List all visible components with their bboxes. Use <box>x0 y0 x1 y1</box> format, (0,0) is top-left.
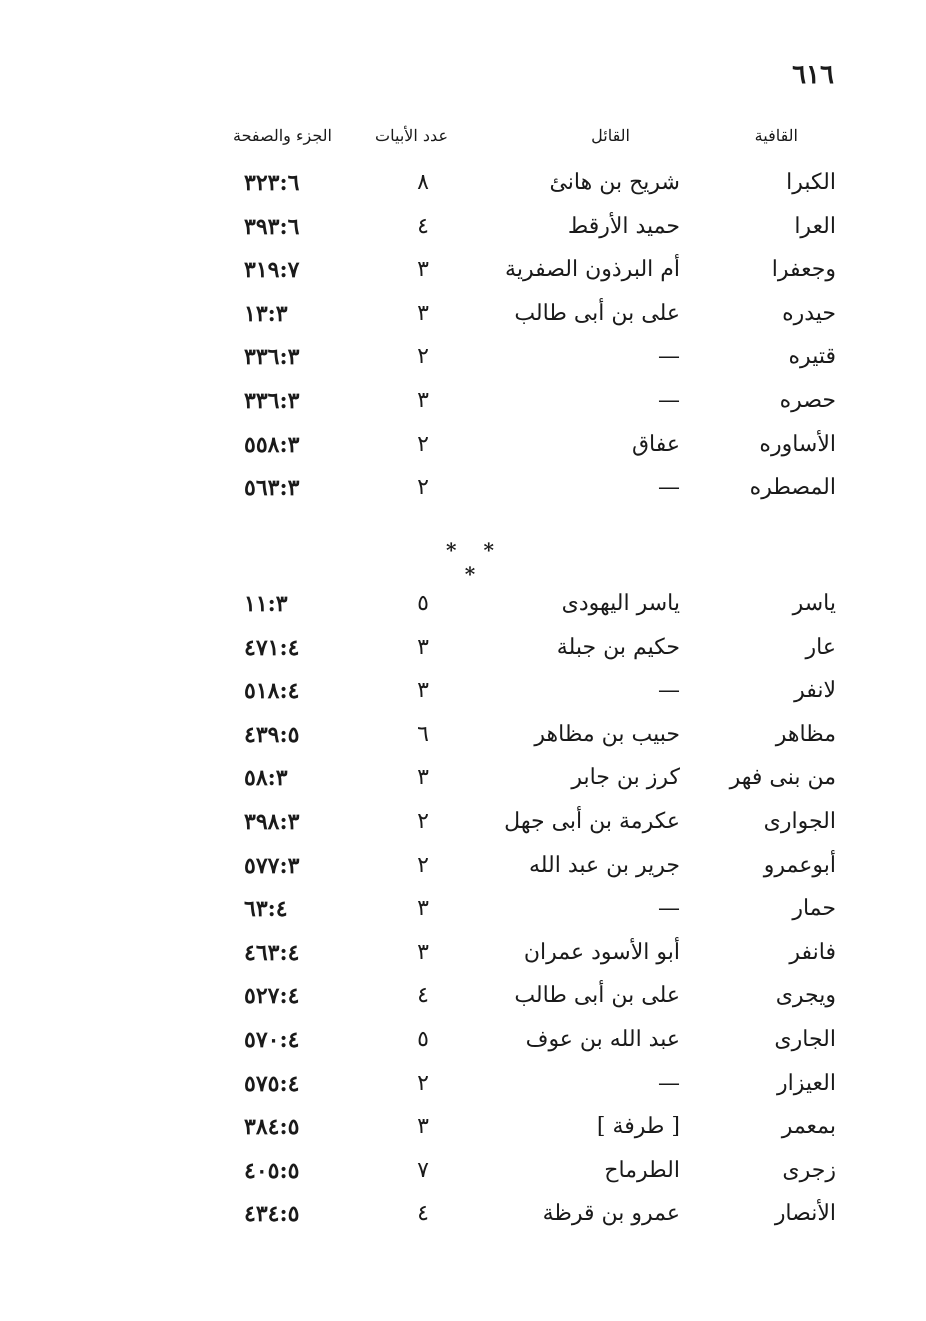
count-cell: ٨ <box>417 170 429 195</box>
table-row <box>0 803 926 847</box>
section-1-table <box>0 164 926 513</box>
qafiya-cell: الجارى <box>774 1026 836 1052</box>
table-row <box>0 426 926 470</box>
table-row <box>0 251 926 295</box>
table-row <box>0 934 926 978</box>
qail-cell: أم البرذون الصفرية <box>505 257 680 283</box>
qafiya-cell: زجرى <box>782 1157 836 1183</box>
qafiya-cell: المصطره <box>749 475 836 501</box>
count-cell: ٦ <box>417 721 429 747</box>
qafiya-cell: وجعفرا <box>771 257 836 283</box>
qafiya-cell: حمار <box>792 896 836 922</box>
table-row <box>0 164 926 208</box>
qail-cell: — <box>658 344 680 370</box>
reference-cell: ٣٨٤:٥ <box>244 1114 300 1141</box>
qafiya-cell: الكبرا <box>786 170 836 195</box>
reference-cell: ٥٧٧:٣ <box>244 852 300 879</box>
reference-cell: ٣٢٣:٦ <box>244 170 300 196</box>
count-cell: ٢ <box>417 344 429 370</box>
table-row <box>0 847 926 891</box>
count-cell: ٣ <box>417 257 429 283</box>
reference-cell: ١١:٣ <box>244 591 288 617</box>
qafiya-cell: مظاهر <box>775 721 836 747</box>
table-row <box>0 759 926 803</box>
table-row <box>0 1021 926 1065</box>
reference-cell: ٤٧١:٤ <box>244 634 300 661</box>
count-cell: ٢ <box>417 475 429 501</box>
qafiya-cell: حصره <box>779 387 836 413</box>
section-2-table <box>0 585 926 1239</box>
count-cell: ٥ <box>417 591 429 616</box>
qail-cell: — <box>658 678 680 704</box>
count-cell: ٢ <box>417 808 429 834</box>
section-separator: * * * <box>446 538 504 586</box>
qafiya-cell: العيزار <box>777 1070 836 1096</box>
reference-cell: ٥١٨:٤ <box>244 678 300 705</box>
reference-cell: ٥٥٨:٣ <box>244 431 300 458</box>
count-cell: ٢ <box>417 1070 429 1096</box>
count-cell: ٤ <box>417 1201 429 1227</box>
table-row <box>0 295 926 339</box>
qafiya-cell: العرا <box>794 213 836 239</box>
qafiya-cell: الأنصار <box>774 1201 836 1227</box>
qafiya-cell: قتيره <box>788 344 836 370</box>
reference-cell: ٥٦٣:٣ <box>244 475 300 502</box>
qail-cell: — <box>658 896 680 922</box>
reference-cell: ٥٧٠:٤ <box>244 1026 300 1053</box>
qail-cell: عبد الله بن عوف <box>525 1026 680 1052</box>
table-row <box>0 977 926 1021</box>
qail-cell: عمرو بن قرظة <box>542 1201 680 1227</box>
qail-cell: جرير بن عبد الله <box>528 852 680 878</box>
qafiya-cell: الأساوره <box>759 431 836 457</box>
reference-cell: ٥٧٥:٤ <box>244 1070 300 1097</box>
qafiya-cell: ويجرى <box>775 983 836 1009</box>
qail-cell: على بن أبى طالب <box>514 983 680 1009</box>
table-row <box>0 672 926 716</box>
table-row <box>0 1108 926 1152</box>
count-cell: ٣ <box>417 939 429 965</box>
qail-cell: أبو الأسود عمران <box>523 939 680 965</box>
qail-cell: ياسر اليهودى <box>561 591 680 616</box>
table-row <box>0 716 926 760</box>
reference-cell: ٥٢٧:٤ <box>244 983 300 1010</box>
count-cell: ٤ <box>417 213 429 239</box>
qail-cell: عفاق <box>631 431 680 457</box>
table-row <box>0 469 926 513</box>
qafiya-cell: الجوارى <box>763 808 836 834</box>
count-cell: ٣ <box>417 765 429 791</box>
qail-cell: عكرمة بن أبى جهل <box>504 808 680 834</box>
count-cell: ٣ <box>417 896 429 922</box>
qafiya-cell: حيدره <box>782 300 836 326</box>
reference-cell: ٣٣٦:٣ <box>244 344 300 371</box>
count-cell: ٣ <box>417 634 429 660</box>
reference-cell: ٥٨:٣ <box>244 765 288 792</box>
reference-cell: ٦٣:٤ <box>244 896 288 923</box>
reference-cell: ٣٩٣:٦ <box>244 213 300 240</box>
qail-cell: — <box>658 387 680 413</box>
table-row <box>0 208 926 252</box>
table-row <box>0 1152 926 1196</box>
count-cell: ٤ <box>417 983 429 1009</box>
qafiya-cell: ياسر <box>792 591 836 616</box>
header-qafiya: القافية <box>754 126 798 145</box>
table-row <box>0 382 926 426</box>
reference-cell: ٤٠٥:٥ <box>244 1157 300 1184</box>
table-row <box>0 1065 926 1109</box>
reference-cell: ٤٣٩:٥ <box>244 721 300 748</box>
count-cell: ٢ <box>417 431 429 457</box>
table-row <box>0 1195 926 1239</box>
header-count: عدد الأبيات <box>375 126 448 145</box>
count-cell: ٣ <box>417 300 429 326</box>
qafiya-cell: عار <box>805 634 836 660</box>
count-cell: ٢ <box>417 852 429 878</box>
header-qail: القائل <box>591 126 630 145</box>
count-cell: ٣ <box>417 678 429 704</box>
count-cell: ٣ <box>417 1114 429 1140</box>
reference-cell: ٤٦٣:٤ <box>244 939 300 966</box>
reference-cell: ٣٩٨:٣ <box>244 808 300 835</box>
qafiya-cell: بمعمر <box>781 1114 836 1140</box>
qail-cell: حميد الأرقط <box>567 213 680 239</box>
qail-cell: [ طرفة ] <box>596 1114 680 1140</box>
reference-cell: ٤٣٤:٥ <box>244 1201 300 1228</box>
reference-cell: ١٣:٣ <box>244 300 288 327</box>
qail-cell: كرز بن جابر <box>571 765 680 791</box>
count-cell: ٣ <box>417 387 429 413</box>
qail-cell: — <box>658 475 680 501</box>
header-reference: الجزء والصفحة <box>232 126 332 145</box>
qail-cell: حبيب بن مظاهر <box>534 721 680 747</box>
qafiya-cell: فانفر <box>789 939 836 965</box>
reference-cell: ٣١٩:٧ <box>244 257 300 284</box>
table-row <box>0 629 926 673</box>
table-row <box>0 890 926 934</box>
qafiya-cell: أبوعمرو <box>763 852 836 878</box>
table-row <box>0 338 926 382</box>
table-row <box>0 585 926 629</box>
qafiya-cell: لانفر <box>794 678 836 704</box>
reference-cell: ٣٣٦:٣ <box>244 387 300 414</box>
qail-cell: الطرماح <box>604 1157 680 1183</box>
qail-cell: — <box>658 1070 680 1096</box>
qafiya-cell: من بنى فهر <box>729 765 836 791</box>
qail-cell: على بن أبى طالب <box>514 300 680 326</box>
qail-cell: شريح بن هانئ <box>549 170 680 195</box>
count-cell: ٧ <box>417 1157 429 1183</box>
page-number: ٦١٦ <box>792 60 834 90</box>
qail-cell: حكيم بن جبلة <box>556 634 680 660</box>
count-cell: ٥ <box>417 1026 429 1052</box>
